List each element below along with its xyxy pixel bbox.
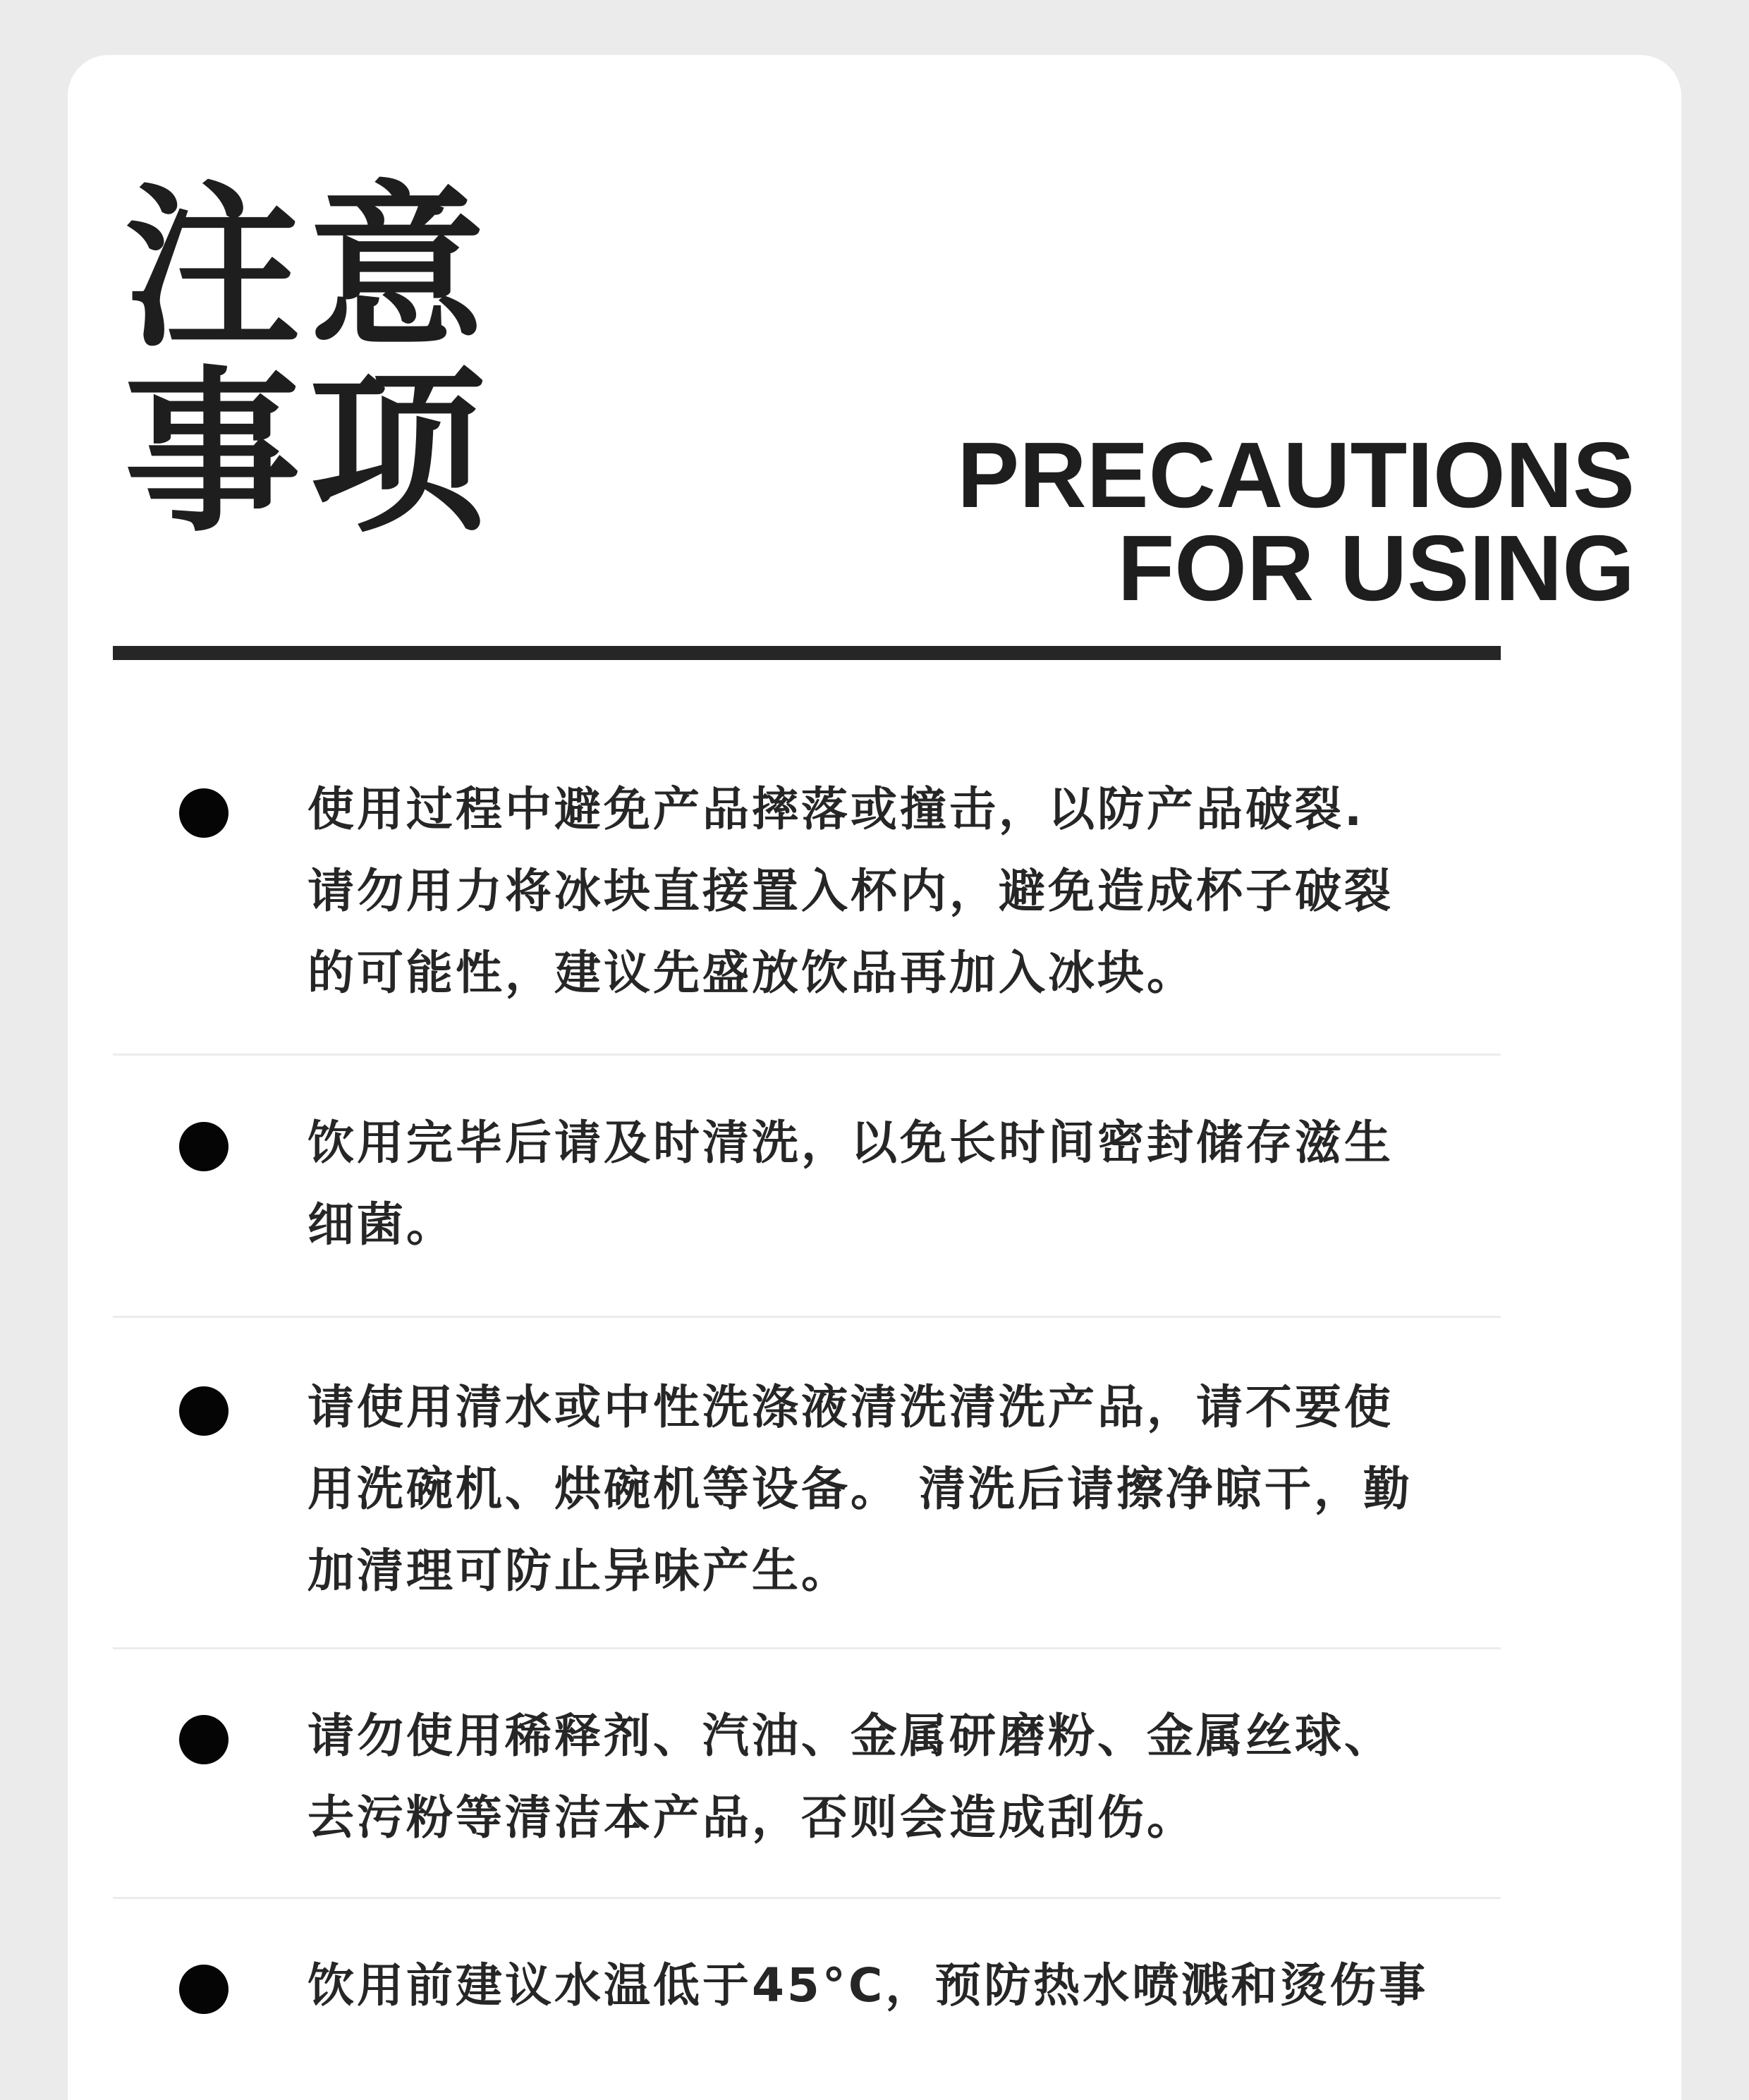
page-title-chinese (124, 166, 494, 556)
precaution-text-1 (307, 769, 1506, 1014)
page-title-english (957, 423, 1635, 620)
item-divider (113, 1647, 1501, 1649)
precaution-item-5 (113, 1945, 1501, 2045)
precaution-text-5 (307, 1945, 1506, 2027)
text-line: 细菌。 (307, 1197, 456, 1252)
bullet-icon (179, 1965, 228, 2014)
text-line: 请勿使用稀释剂、汽油、金属研磨粉、金属丝球、 (307, 1709, 1394, 1763)
text-line: 请使用清水或中性洗涤液清洗清洗产品，请不要使 (307, 1380, 1394, 1434)
item-divider (113, 1054, 1501, 1056)
text-line: 使用过程中避免产品摔落或撞击，以防产品破裂. (307, 782, 1365, 836)
text-line: 饮用前建议水温低于45°C，预防热水喷溅和烫伤事 (307, 1958, 1429, 2013)
precaution-item-1 (113, 769, 1501, 1015)
text-line: 加清理可防止异味产生。 (307, 1544, 851, 1598)
text-line: 饮用完毕后请及时清洗，以免长时间密封储存滋生 (307, 1116, 1394, 1170)
bullet-icon (179, 788, 228, 838)
title-divider (113, 646, 1501, 660)
precaution-item-2 (113, 1102, 1501, 1271)
title-cn-line-1: 注意 (124, 166, 494, 371)
precaution-text-4 (307, 1695, 1506, 1859)
text-line: 的可能性，建议先盛放饮品再加入冰块。 (307, 946, 1196, 1000)
bullet-icon (179, 1386, 228, 1436)
item-divider (113, 1316, 1501, 1318)
title-cn-line-2: 事项 (124, 350, 494, 556)
text-line: 用洗碗机、烘碗机等设备。 清洗后请擦净晾干，勤 (307, 1462, 1413, 1516)
precaution-item-4 (113, 1695, 1501, 1864)
precaution-text-3 (307, 1367, 1506, 1612)
precaution-text-2 (307, 1102, 1506, 1266)
precaution-item-3 (113, 1367, 1501, 1613)
title-en-line-1: PRECAUTIONS (957, 423, 1635, 527)
bullet-icon (179, 1122, 228, 1171)
text-line: 去污粉等清洁本产品，否则会造成刮伤。 (307, 1790, 1196, 1845)
bullet-icon (179, 1715, 228, 1764)
item-divider (113, 1897, 1501, 1899)
title-en-line-2: FOR USING (1117, 516, 1635, 620)
text-line: 请勿用力将冰块直接置入杯内，避免造成杯子破裂 (307, 864, 1394, 918)
